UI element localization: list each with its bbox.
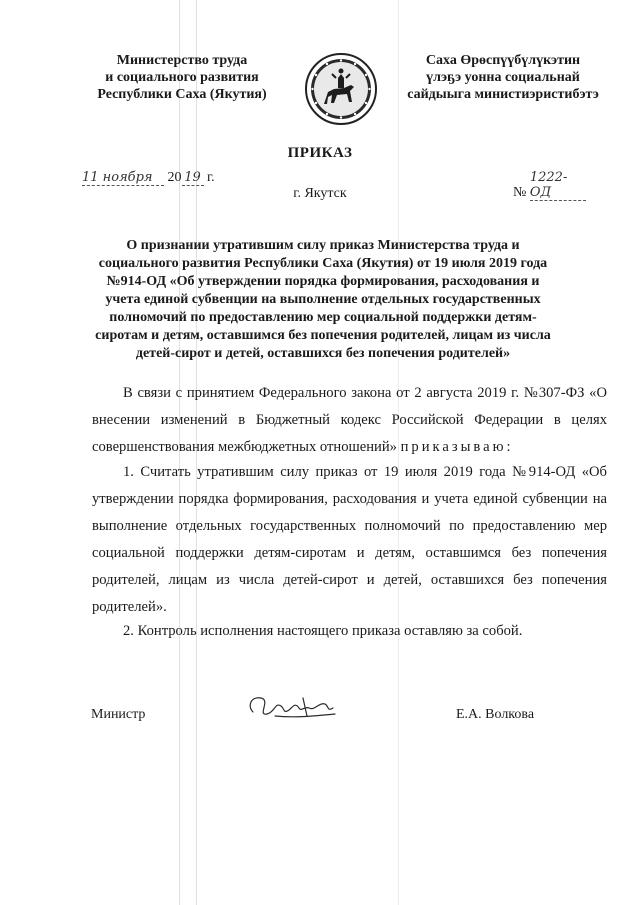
preamble-text: В связи с принятием Федерального закона от 2 августа 2019 г. №307-ФЗ «О внесении изменений в Бюджетный кодекс Российской Федерации в целях совершенствования межбюджетных отношений»: [92, 385, 607, 455]
ministry-name-russian: [72, 52, 292, 103]
order-subject: О признании утратившим силу приказ Министерства труда и социального развития Республики Саха (Якутия) от 19 июля 2019 года №914-ОД «Об утверждении порядка формирования, расходования и учета единой субвенции на выполнение отдельных государственных полномочий по предоставлению мер социальной поддержки детям-сиротам и детям, оставшимся без попечения родителей, лицам из числа детей-сирот и детей, оставшихся без попечения родителей»: [95, 238, 551, 361]
date-year: 19: [182, 170, 204, 186]
document-title: ПРИКАЗ: [287, 145, 353, 161]
ministry-ru-line: Республики Саха (Якутия): [97, 87, 267, 102]
signatory-name: Е.А. Волкова: [456, 707, 535, 722]
ministry-sakha-line: сайдыыга министиэристибэтэ: [407, 87, 599, 102]
order-date: [82, 170, 215, 186]
coat-of-arms-emblem-icon: [304, 52, 378, 126]
ministry-ru-line: Министерство труда: [116, 53, 248, 68]
number-value: 1222-ОД: [530, 170, 586, 201]
handwritten-signature: [245, 686, 340, 722]
city-name: г. Якутск: [293, 186, 347, 201]
date-suffix: г.: [207, 170, 215, 185]
number-sign: №: [513, 185, 527, 200]
order-word: приказываю:: [400, 439, 514, 455]
preamble-paragraph: [92, 380, 607, 461]
ministry-sakha-line: Саха Өрөспүүбүлүкэтин: [425, 53, 581, 68]
order-item-2: 2. Контроль исполнения настоящего приказа оставляю за собой.: [123, 623, 523, 639]
signatory-role: Министр: [91, 707, 146, 722]
date-day-month: 11 ноября: [82, 170, 164, 186]
ministry-ru-line: и социального развития: [105, 70, 259, 85]
order-item-1: 1. Считать утратившим силу приказ от 19 июля 2019 года №914-ОД «Об утверждении порядка формирования, расходования и учета единой субвенции на выполнение отдельных государственных полномочий по предоставлению мер социальной поддержки детям-сиротам и детям, оставшимся без попечения родителей, лицам из числа детей-сирот и детей, оставшихся без попечения родителей».: [92, 464, 607, 615]
ministry-sakha-line: үлэҕэ уонна социальнай: [426, 70, 580, 85]
date-century: 20: [167, 170, 182, 185]
ministry-name-sakha: [398, 52, 608, 103]
